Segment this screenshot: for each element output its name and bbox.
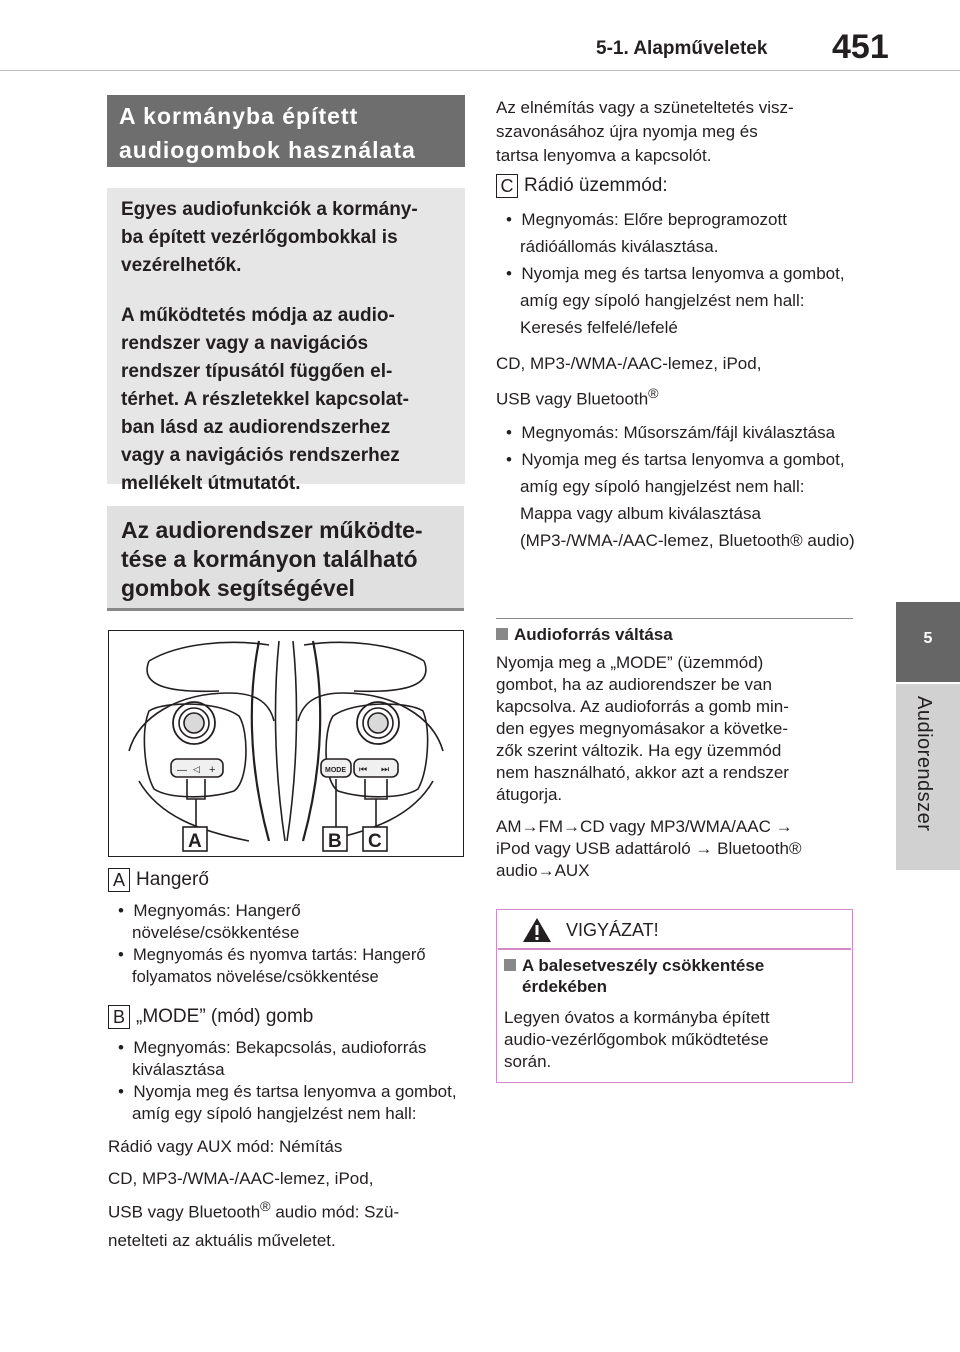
item-b-heading: „MODE” (mód) gomb bbox=[136, 1006, 314, 1028]
figure-label-a: A bbox=[188, 831, 202, 852]
audio-source-sequence bbox=[496, 816, 856, 882]
intro-line: mellékelt útmutatót. bbox=[121, 473, 301, 494]
intro-paragraph-2 bbox=[121, 302, 451, 498]
figure-label-b: B bbox=[328, 831, 342, 852]
bullet-text: Nyomja meg és tartsa lenyomva a gombot, amíg egy sípoló hangjelzést nem hall: Keresés felfelé/lefelé bbox=[520, 264, 845, 337]
text-line: Legyen óvatos a kormányba épített bbox=[504, 1008, 770, 1027]
square-bullet-icon bbox=[496, 628, 508, 640]
subtitle-line: gombok segítségével bbox=[121, 575, 355, 601]
item-b-text-2 bbox=[108, 1165, 468, 1255]
section-title: 5-1. Alapműveletek bbox=[596, 38, 768, 59]
bullet-item: • Nyomja meg és tartsa lenyomva a gombot, amíg egy sípoló hangjelzést nem hall: Keresés felfelé/lefelé bbox=[506, 264, 845, 337]
section-heading-box bbox=[107, 95, 465, 167]
item-c-bullets-2 bbox=[496, 419, 856, 554]
text-line: CD, MP3-/WMA-/AAC-lemez, iPod, bbox=[108, 1169, 374, 1188]
item-b-bullets bbox=[108, 1037, 468, 1125]
svg-text:—: — bbox=[177, 765, 187, 776]
text-line: gombot, ha az audiorendszer be van bbox=[496, 675, 772, 694]
text-line: tartsa lenyomva a kapcsolót. bbox=[496, 146, 712, 165]
text-line: den egyes megnyomásakor a követke- bbox=[496, 719, 788, 738]
sequence-line: AM→FM→CD vagy MP3/WMA/AAC → bbox=[496, 817, 793, 836]
text-line: netelteti az aktuális műveletet. bbox=[108, 1230, 336, 1250]
square-bullet-icon bbox=[504, 959, 516, 971]
bullet-text: Megnyomás: Bekapcsolás, audioforrás kiválasztása bbox=[132, 1038, 427, 1079]
item-a bbox=[108, 868, 468, 988]
audio-source-section bbox=[496, 624, 856, 882]
item-b bbox=[108, 1005, 468, 1255]
subsection-heading-box bbox=[107, 506, 464, 609]
mute-cancel-text bbox=[496, 96, 856, 168]
heading-line-1: A kormányba épített bbox=[119, 103, 359, 129]
text-line: USB vagy Bluetooth bbox=[108, 1202, 261, 1222]
bullet-item: • Megnyomás: Bekapcsolás, audioforrás kiválasztása bbox=[118, 1038, 427, 1079]
item-a-heading-row bbox=[108, 868, 468, 892]
intro-line: A működtetés módja az audio- bbox=[121, 305, 395, 326]
item-c-text bbox=[496, 349, 856, 415]
item-c bbox=[496, 174, 856, 554]
item-b-letter: B bbox=[108, 1005, 130, 1029]
item-a-heading: Hangerő bbox=[136, 869, 209, 891]
text-line: zők szerint változik. Ha egy üzemmód bbox=[496, 741, 782, 760]
warning-header bbox=[498, 911, 851, 947]
svg-text:⏭: ⏭ bbox=[381, 764, 390, 774]
warning-triangle-icon bbox=[522, 917, 552, 943]
sequence-line: iPod vagy USB adattároló → Bluetooth® bbox=[496, 839, 802, 858]
warning-text bbox=[504, 1007, 844, 1073]
bullet-text: Nyomja meg és tartsa lenyomva a gombot, amíg egy sípoló hangjelzést nem hall: bbox=[132, 1082, 457, 1123]
header-rule bbox=[0, 70, 960, 71]
text-line: Nyomja meg a „MODE” (üzemmód) bbox=[496, 653, 764, 672]
text-line: során. bbox=[504, 1052, 552, 1071]
item-a-letter: A bbox=[108, 868, 130, 892]
bullet-item: • Nyomja meg és tartsa lenyomva a gombot, amíg egy sípoló hangjelzést nem hall: Mappa vagy album kiválasztása (MP3-/WMA-/AAC-lemez, Bluetooth® audio) bbox=[506, 449, 855, 550]
text-line: CD, MP3-/WMA-/AAC-lemez, iPod, bbox=[496, 354, 762, 373]
text-line: audio mód: Szü- bbox=[270, 1202, 400, 1222]
text-line: A balesetveszély csökkentése bbox=[522, 956, 765, 975]
page-number: 451 bbox=[832, 28, 889, 66]
text-line: audio-vezérlőgombok működtetése bbox=[504, 1030, 769, 1049]
bullet-text: Megnyomás: Hangerő növelése/csökkentése bbox=[132, 901, 301, 942]
steering-wheel-drawing bbox=[109, 631, 463, 856]
text-line: USB vagy Bluetooth bbox=[496, 389, 649, 409]
intro-line: térhet. A részletekkel kapcsolat- bbox=[121, 389, 409, 410]
mode-button-label: MODE bbox=[325, 767, 346, 774]
steering-wheel-illustration bbox=[108, 630, 464, 857]
bullet-text: Nyomja meg és tartsa lenyomva a gombot, amíg egy sípoló hangjelzést nem hall: Mappa vagy album kiválasztása (MP3-/WMA-/AAC-lemez, Bluetooth® audio) bbox=[520, 449, 855, 550]
text-line: Az elnémítás vagy a szüneteltetés visz- bbox=[496, 98, 794, 117]
sequence-line: audio→AUX bbox=[496, 861, 590, 880]
intro-line: Egyes audiofunkciók a kormány- bbox=[121, 199, 418, 220]
chapter-number: 5 bbox=[923, 630, 933, 647]
warning-rule bbox=[498, 948, 851, 950]
text-line: kapcsolva. Az audioforrás a gomb min- bbox=[496, 697, 789, 716]
text-line: átugorja. bbox=[496, 785, 563, 804]
bullet-item: • Megnyomás: Hangerő növelése/csökkentése bbox=[118, 901, 301, 942]
registered-mark: ® bbox=[648, 386, 659, 402]
intro-paragraph-1 bbox=[121, 196, 451, 280]
text-line: nem használható, akkor azt a rendszer bbox=[496, 763, 789, 782]
svg-text:⏮: ⏮ bbox=[359, 764, 368, 774]
bullet-item: • Megnyomás és nyomva tartás: Hangerő folyamatos növelése/csökkentése bbox=[118, 946, 426, 986]
item-c-bullets bbox=[496, 206, 856, 341]
figure-label-c: C bbox=[368, 831, 382, 852]
intro-line: ban lásd az audiorendszerhez bbox=[121, 417, 391, 438]
bullet-item: • Megnyomás: Műsorszám/fájl kiválasztása bbox=[506, 422, 836, 442]
intro-line: vagy a navigációs rendszerhez bbox=[121, 445, 400, 466]
bullet-text: Megnyomás: Műsorszám/fájl kiválasztása bbox=[521, 422, 836, 442]
svg-text:◁: ◁ bbox=[193, 764, 200, 774]
chapter-title: Audiorendszer bbox=[913, 696, 935, 832]
subtitle-line: Az audiorendszer működte- bbox=[121, 517, 423, 543]
intro-box bbox=[107, 188, 465, 494]
item-c-heading-row bbox=[496, 174, 856, 198]
svg-text:+: + bbox=[209, 764, 216, 776]
heading-line-2: audiogombok használata bbox=[119, 137, 416, 163]
bullet-text: Megnyomás: Előre beprogramozott rádióállomás kiválasztása. bbox=[520, 210, 787, 256]
text-line: szavonásához újra nyomja meg és bbox=[496, 122, 758, 141]
item-c-heading: Rádió üzemmód: bbox=[524, 175, 668, 197]
intro-line: rendszer vagy a navigációs bbox=[121, 333, 369, 354]
item-b-text-1: Rádió vagy AUX mód: Némítás bbox=[108, 1137, 343, 1156]
text-line: érdekében bbox=[522, 977, 608, 996]
intro-line: vezérelhetők. bbox=[121, 255, 242, 276]
subtitle-line: tése a kormányon található bbox=[121, 546, 418, 572]
intro-line: rendszer típusától függően el- bbox=[121, 361, 393, 382]
warning-title: VIGYÁZAT! bbox=[566, 920, 659, 940]
item-a-bullets bbox=[108, 900, 468, 988]
subsection-rule bbox=[107, 608, 464, 611]
audio-source-heading: Audioforrás váltása bbox=[514, 625, 673, 644]
warning-subheading bbox=[504, 955, 844, 997]
audio-source-heading-row bbox=[496, 624, 856, 646]
registered-mark: ® bbox=[260, 1199, 271, 1215]
item-b-heading-row bbox=[108, 1005, 468, 1029]
item-c-letter: C bbox=[496, 174, 518, 198]
intro-line: ba épített vezérlőgombokkal is bbox=[121, 227, 398, 248]
section-divider bbox=[496, 618, 853, 619]
bullet-item: • Megnyomás: Előre beprogramozott rádióállomás kiválasztása. bbox=[506, 210, 787, 256]
warning-content bbox=[504, 955, 844, 1073]
bullet-text: Megnyomás és nyomva tartás: Hangerő folyamatos növelése/csökkentése bbox=[132, 946, 426, 986]
audio-source-text bbox=[496, 652, 856, 806]
bullet-item: • Nyomja meg és tartsa lenyomva a gombot, amíg egy sípoló hangjelzést nem hall: bbox=[118, 1082, 457, 1123]
